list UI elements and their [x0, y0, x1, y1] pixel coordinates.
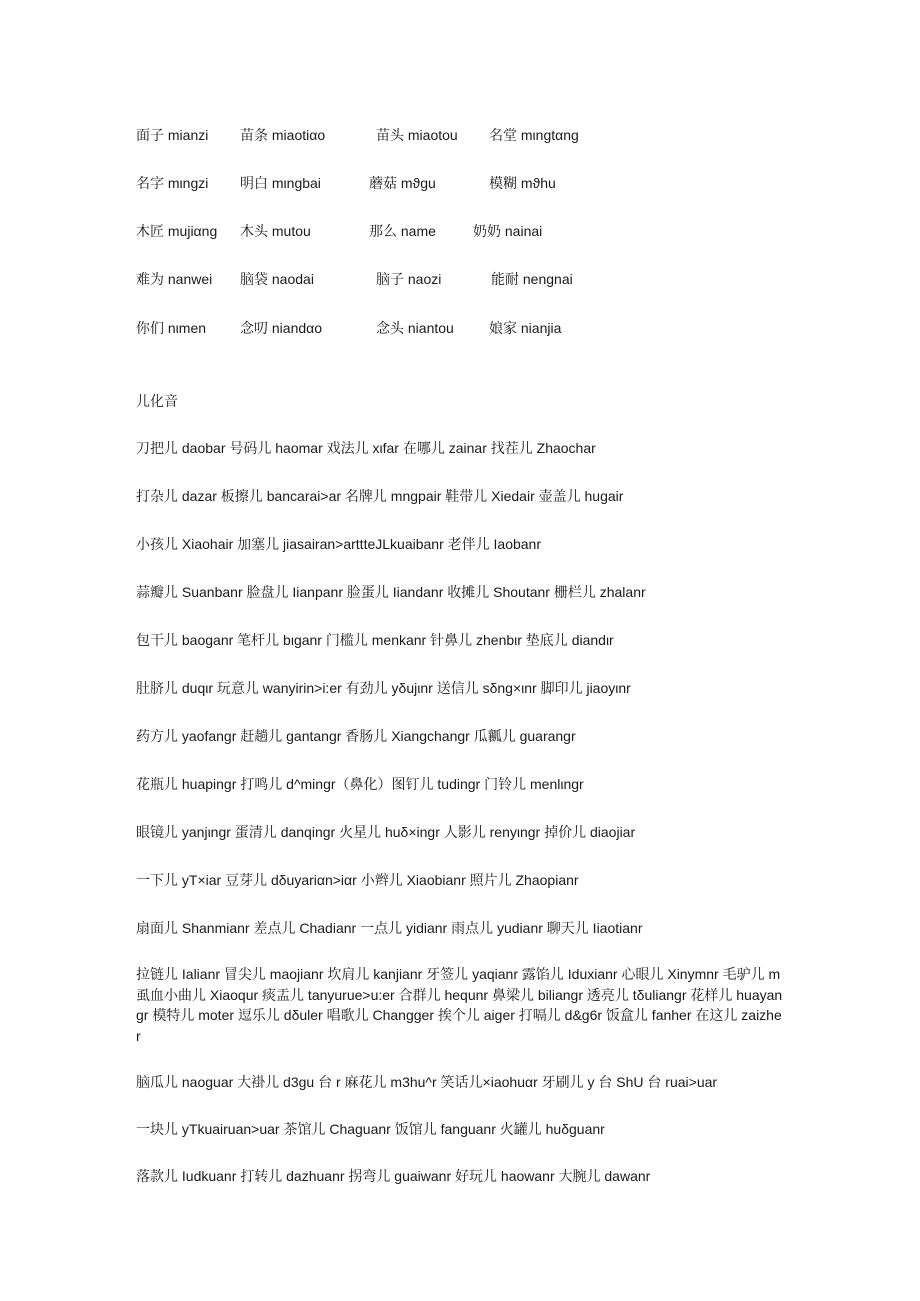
vocab-item: 难为 nanwei: [136, 271, 213, 287]
vocab-item: 你们 nιmen: [136, 320, 207, 336]
vocab-item: 娘家 nianjia: [489, 320, 562, 336]
text-line: 包干儿 baoganr 笔杆儿 bιganr 门槛儿 menkanr 针鼻儿 zhenbιr 垫底儿 diandιr: [136, 632, 614, 648]
vocab-item: 明白 mιngbai: [240, 175, 321, 191]
text-line: 落款儿 Iudkuanr 打转儿 dazhuanr 拐弯儿 guaiwanr 好玩儿 haowanr 大腕儿 dawanr: [136, 1168, 651, 1184]
section-heading: 儿化音: [136, 393, 178, 409]
vocab-item: 木头 mutou: [240, 223, 311, 239]
vocab-item: 脑袋 naodai: [240, 271, 314, 287]
vocab-item: 念头 niantou: [376, 320, 454, 336]
text-line: 打杂儿 dazar 板擦儿 bancarai>ar 名牌儿 mngpair 鞋带儿 Xiedair 壶盖儿 hugair: [136, 488, 624, 504]
vocab-item: 能耐 nengnai: [491, 271, 573, 287]
vocab-row: [0, 124, 920, 146]
vocab-item: 名字 mιngzi: [136, 175, 209, 191]
vocab-item: 脑子 naozi: [376, 271, 442, 287]
text-paragraph: 拉链儿 Ialianr 冒尖儿 maojianr 坎肩儿 kanjianr 牙签儿 yaqianr 露馅儿 Iduxianr 心眼儿 Xinymnr 毛驴儿 m 虱血小曲儿 Xiaoqur 痰盂儿 tanyurue>u:er 合群儿 hequnr 鼻梁儿 biliangr 透亮儿 tδuliangr 花样儿 huayangr 模特儿 moter 逗乐儿 dδuler 唱歌儿 Changger 挨个儿 aiger 打嗝儿 d&g6r 饭盒儿 fanher 在这儿 zaizher: [136, 966, 783, 1044]
text-line: 刀把儿 daobar 号码儿 haomar 戏法儿 xιfar 在哪儿 zainar 找茬儿 Zhaochar: [136, 440, 596, 456]
vocab-item: 蘑菇 mϑgu: [369, 175, 436, 191]
vocab-row: [0, 172, 920, 194]
vocab-item: 念叨 niandαo: [240, 320, 323, 336]
vocab-item: 木匠 mujiαng: [136, 223, 218, 239]
vocab-item: 那么 name: [369, 223, 436, 239]
text-line: 蒜瓣儿 Suanbanr 脸盘儿 Iianpanr 脸蛋儿 Iiandanr 收摊儿 Shoutanr 栅栏儿 zhalanr: [136, 584, 646, 600]
vocab-item: 苗条 miaotiαo: [240, 127, 326, 143]
text-line: 花瓶儿 huapingr 打鸣儿 d^mingr（鼻化）图钉儿 tudingr 门铃儿 menlιngr: [136, 776, 584, 792]
text-line: 一块儿 yTkuairuan>uar 茶馆儿 Chaguanr 饭馆儿 fanguanr 火罐儿 huδguanr: [136, 1121, 605, 1137]
text-line: 肚脐儿 duqιr 玩意儿 wanyirin>i:er 有劲儿 yδujιnr 送信儿 sδng×ιnr 脚印儿 jiaoyιnr: [136, 680, 631, 696]
vocab-item: 面子 mianzi: [136, 127, 209, 143]
text-line: 药方儿 yaofangr 赶趟儿 gantangr 香肠儿 Xiangchangr 瓜瓤儿 guarangr: [136, 728, 576, 744]
text-line: 眼镜儿 yanjιngr 蛋清儿 danqingr 火星儿 huδ×ingr 人影儿 renyιngr 掉价儿 diaojiar: [136, 824, 636, 840]
vocab-row: [0, 317, 920, 339]
vocab-item: 苗头 miaotou: [376, 127, 458, 143]
text-line: 小孩儿 Xiaohair 加塞儿 jiasairan>artttеJLkuaibanr 老伴儿 Iaobanr: [136, 536, 542, 552]
vocab-item: 模糊 mϑhu: [489, 175, 556, 191]
text-line: 一下儿 yT×iar 豆芽儿 dδuyariαn>iαr 小辫儿 Xiaobianr 照片儿 Zhaopianr: [136, 872, 579, 888]
vocab-item: 名堂 mιngtαng: [489, 127, 579, 143]
text-line: 脑瓜儿 naoguar 大褂儿 d3gu 台 r 麻花儿 m3hu^r 笑话儿×iaohuαr 牙刷儿 y 台 ShU 台 ruai>uar: [136, 1074, 718, 1090]
vocab-row: [0, 220, 920, 242]
vocab-row: [0, 268, 920, 290]
vocab-item: 奶奶 nainai: [473, 223, 543, 239]
text-line: 扇面儿 Shanmianr 差点儿 Chadianr 一点儿 yidianr 雨点儿 yudianr 聊天儿 Iiaotianr: [136, 920, 643, 936]
